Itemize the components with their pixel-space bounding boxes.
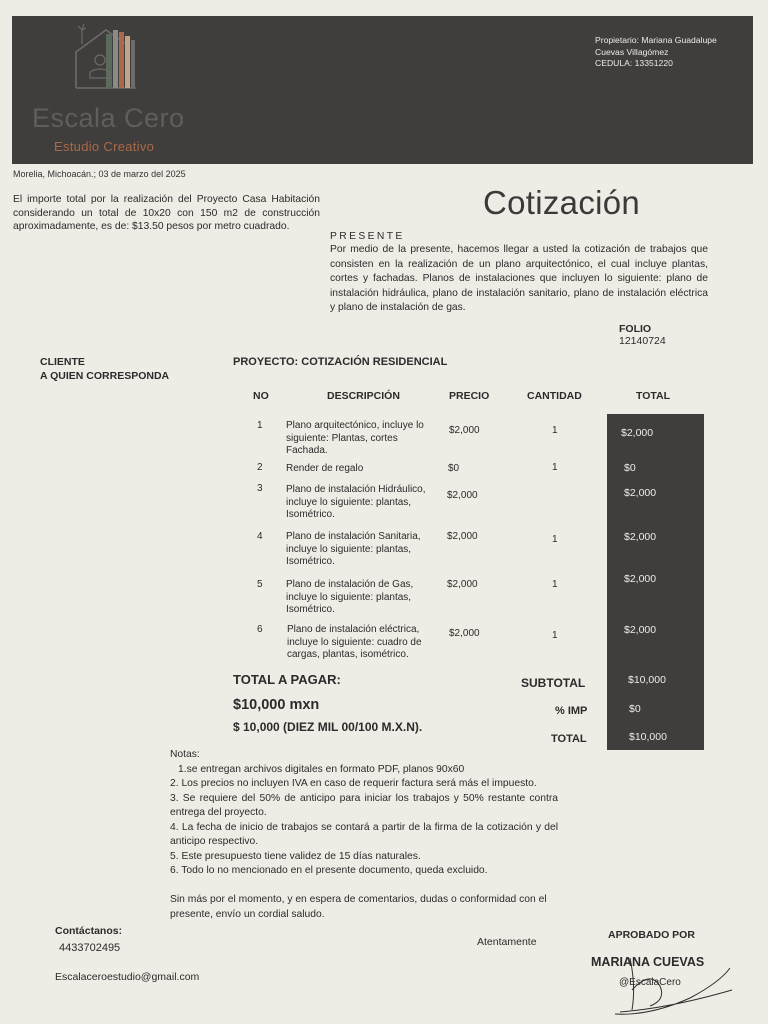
total-to-pay-label: TOTAL A PAGAR: <box>233 672 341 687</box>
row-quantity: 1 <box>552 462 558 473</box>
brand-subtitle <box>54 139 154 154</box>
note-item: 4. La fecha de inicio de trabajos se contará a partir de la firma de la cotización y del anticipo respectivo. <box>170 821 558 847</box>
intro-paragraph: El importe total por la realización del Proyecto Casa Habitación considerando un total de 10x20 con 150 m2 de construcción aproximadamente, es de: $13.50 pesos por metro cuadrado. <box>13 194 320 233</box>
approved-by-label: APROBADO POR <box>608 929 695 941</box>
row-description: Plano de instalación Sanitaria, incluye lo siguiente: plantas, Isométrico. <box>286 531 421 568</box>
row-total: $0 <box>624 462 636 474</box>
row-total: $2,000 <box>624 487 657 499</box>
client-value: A QUIEN CORRESPONDA <box>40 369 170 382</box>
row-total: $2,000 <box>624 624 657 636</box>
row-description: Plano arquitectónico, incluye lo siguiente: Plantas, cortes Fachada. <box>286 420 424 457</box>
brand-subtitle-part1: Estudio <box>54 139 104 154</box>
note-item: 2. Los precios no incluyen IVA en caso de requerir factura será más el impuesto. <box>170 778 537 789</box>
approver-handle: @EscalaCero <box>619 977 681 988</box>
contact-email: Escalaceroestudio@gmail.com <box>55 971 200 983</box>
note-item: 6. Todo lo no mencionado en el presente documento, queda excluido. <box>170 865 488 876</box>
brand-name: Escala Cero <box>32 103 185 133</box>
row-no: 3 <box>257 483 263 494</box>
row-description: Plano de instalación Hidráulico, incluye lo siguiente: plantas, Isométrico. <box>286 484 426 521</box>
row-no: 1 <box>257 420 263 431</box>
note-item: 5. Este presupuesto tiene validez de 15 días naturales. <box>170 850 421 862</box>
header-no: NO <box>253 390 269 402</box>
owner-line2: Cuevas Villagómez <box>595 46 669 57</box>
note-item: 3. Se requiere del 50% de anticipo para iniciar los trabajos y 50% restante contra entrega del proyecto. <box>170 792 558 818</box>
notes-section <box>170 748 558 879</box>
folio-label: FOLIO <box>619 323 652 335</box>
contact-phone: 4433702495 <box>59 942 121 954</box>
row-price: $2,000 <box>449 628 480 639</box>
header-price: PRECIO <box>449 390 490 402</box>
header-total: TOTAL <box>636 390 671 402</box>
row-price: $2,000 <box>449 425 480 436</box>
row-quantity: 1 <box>552 630 558 641</box>
row-no: 2 <box>257 462 263 473</box>
note-item: 1.se entregan archivos digitales en formato PDF, planos 90x60 <box>178 763 465 775</box>
row-description: Plano de instalación de Gas, incluye lo siguiente: plantas, Isométrico. <box>286 579 414 616</box>
total-to-pay-amount: $10,000 mxn <box>233 697 320 713</box>
row-price: $2,000 <box>447 579 478 590</box>
client-label: CLIENTE <box>40 356 85 368</box>
row-quantity: 1 <box>552 579 558 590</box>
notes-heading: Notas: <box>170 749 200 760</box>
imp-label: % IMP <box>555 705 588 717</box>
row-price: $2,000 <box>447 490 478 501</box>
contact-label: Contáctanos: <box>55 925 123 937</box>
row-no: 4 <box>257 531 263 542</box>
row-no: 6 <box>257 624 263 635</box>
row-total: $2,000 <box>621 427 654 439</box>
owner-line1: Propietario: Mariana Guadalupe <box>595 35 717 45</box>
closing-paragraph: Sin más por el momento, y en espera de comentarios, dudas o conformidad con el presente, envío un cordial saludo. <box>170 894 547 920</box>
row-quantity: 1 <box>552 534 558 545</box>
project-label: PROYECTO: COTIZACIÓN RESIDENCIAL <box>233 356 448 368</box>
row-quantity: 1 <box>552 425 558 436</box>
total-label: TOTAL <box>551 733 587 745</box>
row-price: $0 <box>448 463 460 474</box>
folio-value: 12140724 <box>619 335 666 347</box>
document-title: Cotización <box>483 184 641 221</box>
row-total: $2,000 <box>624 531 657 543</box>
subtotal-value: $10,000 <box>628 674 666 686</box>
presente-body: Por medio de la presente, hacemos llegar a usted la cotización de trabajos que consisten en la realización de un plano arquitectónico, el cual incluye plantas, cortes y fachadas. Planos de instalaciones que incluyen lo siguiente: plano de instalación hidráulica, plano de instalación sanitario, plano de instalación eléctrica y plano de instalación de gas. <box>330 244 708 314</box>
house-logo-icon <box>62 22 158 94</box>
owner-line3: CEDULA: 13351220 <box>595 58 673 68</box>
owner-info <box>595 35 717 70</box>
row-total: $2,000 <box>624 573 657 585</box>
header-description: DESCRIPCIÓN <box>327 390 400 402</box>
header-quantity: CANTIDAD <box>527 390 582 402</box>
attentive-text: Atentamente <box>477 936 537 948</box>
date-line: Morelia, Michoacán.; 03 de marzo del 2025 <box>13 169 186 179</box>
subtotal-label: SUBTOTAL <box>521 676 586 690</box>
row-price: $2,000 <box>447 531 478 542</box>
row-no: 5 <box>257 579 263 590</box>
total-to-pay-words: $ 10,000 (DIEZ MIL 00/100 M.X.N). <box>233 720 423 734</box>
row-description: Render de regalo <box>286 463 364 474</box>
brand-subtitle-part2: Creativo <box>103 139 155 154</box>
approver-name: MARIANA CUEVAS <box>591 955 705 969</box>
row-description: Plano de instalación eléctrica, incluye lo siguiente: cuadro de cargas, plantas, isométrico. <box>287 624 422 661</box>
client-block <box>40 356 169 383</box>
imp-value: $0 <box>629 703 641 715</box>
total-value: $10,000 <box>629 731 667 743</box>
presente-heading: PRESENTE <box>330 231 405 242</box>
